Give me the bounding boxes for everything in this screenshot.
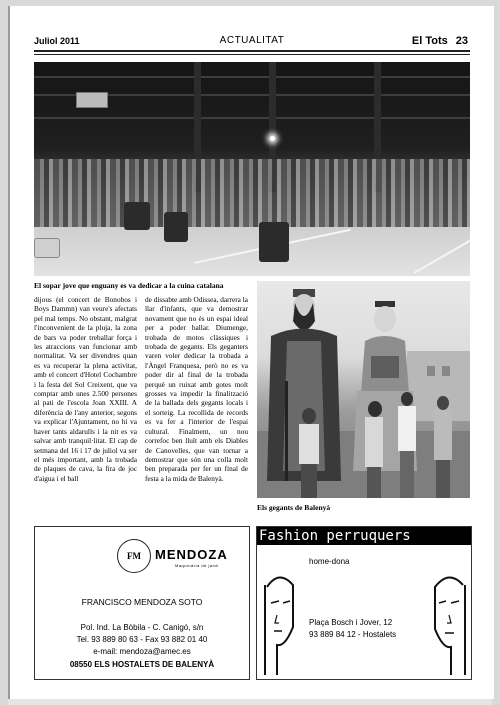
lamp bbox=[270, 136, 275, 141]
giants-photo bbox=[257, 281, 470, 498]
dinner-photo bbox=[34, 62, 470, 276]
issue-date: Juliol 2011 bbox=[34, 36, 80, 46]
mendoza-brand-subtitle: Maquinària de jardí bbox=[175, 563, 219, 568]
roof-beam bbox=[34, 76, 470, 78]
fashion-subtitle: home-dona bbox=[309, 557, 350, 566]
page-number: 23 bbox=[455, 35, 468, 47]
mendoza-logo: FM bbox=[117, 539, 151, 573]
header-rule bbox=[34, 50, 470, 52]
publication-name: El Tots bbox=[411, 35, 448, 47]
crowd bbox=[34, 159, 470, 229]
stroller bbox=[259, 222, 289, 262]
hanging-banner bbox=[76, 92, 108, 108]
mendoza-phone: Tel. 93 889 80 63 - Fax 93 882 01 40 bbox=[76, 635, 208, 644]
ad-fashion-perruquers bbox=[256, 526, 472, 680]
publication-header bbox=[412, 35, 468, 47]
giants-caption: Els gegants de Balenyà bbox=[257, 503, 331, 512]
page-bottom-edge bbox=[8, 699, 492, 705]
dinner-caption: El sopar jove que enguany es va dedicar a la cuina catalana bbox=[34, 281, 224, 290]
magazine-page bbox=[8, 6, 494, 699]
article-paragraph: dijous (el concert de Bonobos i Boys Dammn) van veure's afectats pel mal temps. No obstant, malgrat l'inconvenient de la pluja, la zona de bars va poder treballar força i les atraccions van funcionar amb normalitat. Va ser divendres quan es va recuperar la plena activitat, amb el concert d'Hotel Cochambre i la festa del Sol Creixent, que va comptar amb unes 2.500 persones al pati de l'escola Joan XXIII. A diferència de l'any anterior, segons va explicar l'Ajuntament, no hi va haver tants aldarulls i la nit es va salvar amb tranquil·litat. El cap de setmana del 16 i 17 de juliol va ser el més important, amb la trobada de plaques de cava, la fira de joc d'aigua i el ball bbox=[34, 295, 137, 483]
article-paragraph: de dissabte amb Odissea, darrera la llar d'infants, que va demostrar novament que no és un espai ideal per a poder ballar. Diumenge, trobada de motos clàssiques i trobada de gegants. Els geganters varen voler dedicar la trobada a l'Àngel Franquesa, però no es va poder dir al final de la trobada perquè un ruixat amb gotes molt grosses va impedir la finalització de la ballada dels gegants locals i el sorteig. La recollida de records es va fer a l'interior de l'espai cultural. Finalment, un nou correfoc ben lluït amb els Diables de Canovelles, que van tornar a demostrar que són una colla molt ben preparada per fer un final de festa a la mida de Balenyà. bbox=[145, 295, 248, 483]
fashion-title: Fashion perruquers bbox=[257, 527, 472, 545]
giants-illustration bbox=[257, 281, 470, 498]
ad-mendoza bbox=[34, 526, 250, 680]
face-illustration-right bbox=[429, 567, 469, 677]
fashion-phone: 93 889 84 12 - Hostalets bbox=[309, 630, 397, 639]
stroller bbox=[124, 202, 150, 230]
header-rule-thin bbox=[34, 54, 470, 55]
car bbox=[34, 238, 60, 258]
article-column-1 bbox=[34, 295, 137, 483]
roof-beam bbox=[34, 117, 470, 119]
mendoza-owner: FRANCISCO MENDOZA SOTO bbox=[81, 597, 203, 607]
article-column-2 bbox=[145, 295, 248, 483]
mendoza-brand: MENDOZA bbox=[155, 547, 228, 562]
stroller bbox=[164, 212, 188, 242]
mendoza-address: Pol. Ind. La Bòbila - C. Canigó, s/n bbox=[80, 623, 204, 632]
section-title: ACTUALITAT bbox=[219, 35, 285, 46]
fashion-address: Plaça Bosch i Jover, 12 bbox=[309, 618, 393, 627]
mendoza-email: e-mail: mendoza@amec.es bbox=[93, 647, 191, 656]
face-illustration-left bbox=[259, 567, 299, 677]
mendoza-city: 08550 ELS HOSTALETS DE BALENYÀ bbox=[69, 660, 215, 669]
